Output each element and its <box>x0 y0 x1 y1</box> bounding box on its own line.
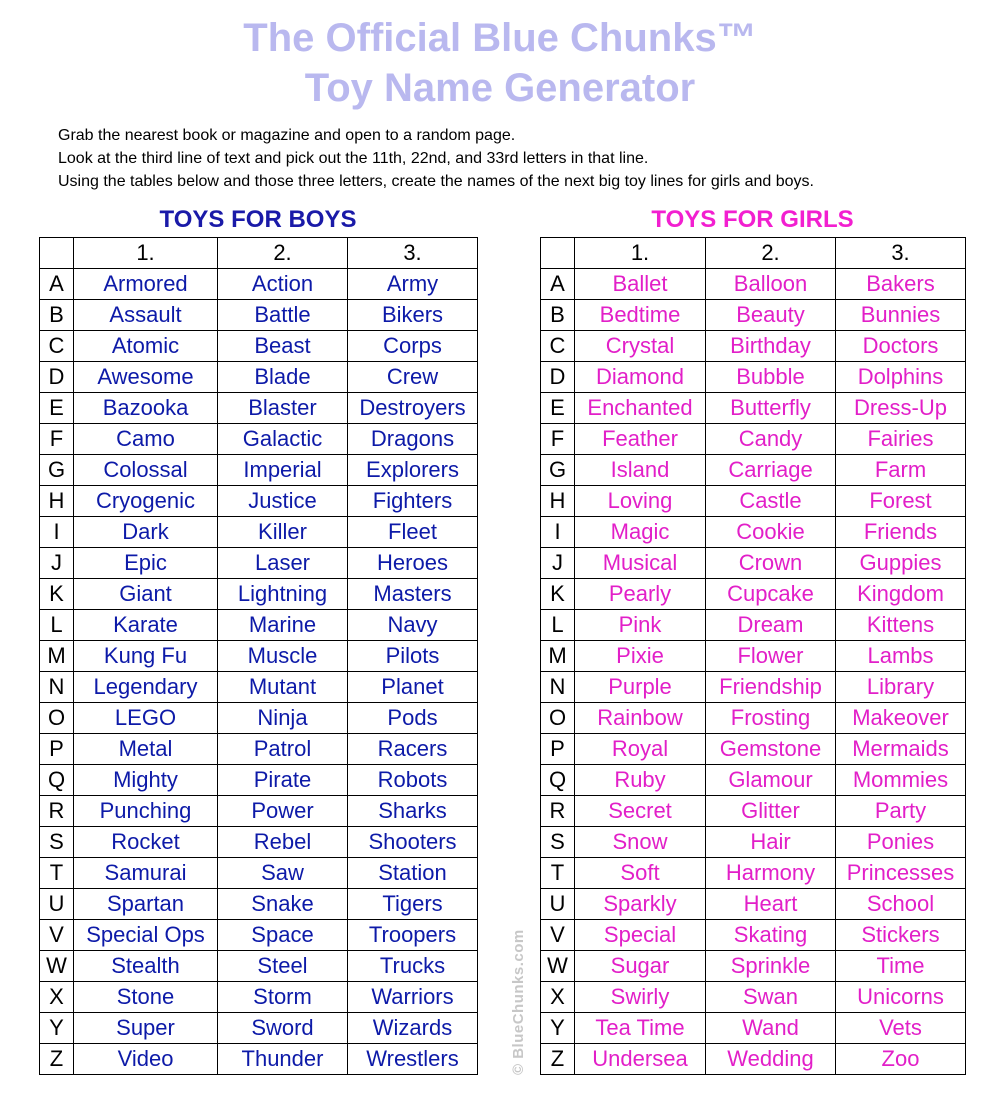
girls-word-col2: Glamour <box>706 765 836 796</box>
boys-word-col1: Cryogenic <box>74 486 218 517</box>
row-letter: A <box>40 269 74 300</box>
girls-word-col3: Dolphins <box>836 362 966 393</box>
boys-word-col3: Masters <box>348 579 478 610</box>
row-letter: K <box>541 579 575 610</box>
girls-row <box>541 827 966 858</box>
boys-row <box>40 331 478 362</box>
instruction-2: Look at the third line of text and pick out the 11th, 22nd, and 33rd letters in that line. <box>58 150 649 167</box>
girls-row <box>541 362 966 393</box>
boys-row <box>40 672 478 703</box>
boys-word-col1: Video <box>74 1044 218 1075</box>
girls-word-col3: Party <box>836 796 966 827</box>
girls-row <box>541 548 966 579</box>
boys-word-col2: Beast <box>218 331 348 362</box>
boys-word-col3: Destroyers <box>348 393 478 424</box>
boys-word-col3: Wizards <box>348 1013 478 1044</box>
boys-word-col3: Fleet <box>348 517 478 548</box>
row-letter: X <box>40 982 74 1013</box>
boys-word-col1: Bazooka <box>74 393 218 424</box>
girls-word-col3: Vets <box>836 1013 966 1044</box>
girls-word-col2: Beauty <box>706 300 836 331</box>
boys-word-col3: Planet <box>348 672 478 703</box>
boys-row <box>40 1044 478 1075</box>
boys-word-col2: Laser <box>218 548 348 579</box>
row-letter: B <box>40 300 74 331</box>
boys-row <box>40 393 478 424</box>
boys-word-col3: Fighters <box>348 486 478 517</box>
column-header: 3. <box>836 238 966 269</box>
boys-word-col3: Dragons <box>348 424 478 455</box>
boys-word-col2: Justice <box>218 486 348 517</box>
girls-word-col3: Friends <box>836 517 966 548</box>
column-header: 3. <box>348 238 478 269</box>
row-letter: V <box>541 920 575 951</box>
boys-word-col2: Blade <box>218 362 348 393</box>
girls-word-col3: Library <box>836 672 966 703</box>
girls-word-col3: Time <box>836 951 966 982</box>
girls-word-col3: Lambs <box>836 641 966 672</box>
girls-word-col3: Makeover <box>836 703 966 734</box>
girls-word-col1: Sugar <box>575 951 706 982</box>
row-letter: U <box>541 889 575 920</box>
girls-word-col2: Crown <box>706 548 836 579</box>
boys-word-col2: Galactic <box>218 424 348 455</box>
row-letter: J <box>40 548 74 579</box>
boys-word-col1: Karate <box>74 610 218 641</box>
boys-word-col2: Power <box>218 796 348 827</box>
row-letter: Q <box>40 765 74 796</box>
girls-word-col3: Kittens <box>836 610 966 641</box>
girls-word-col1: Pink <box>575 610 706 641</box>
girls-row <box>541 889 966 920</box>
row-letter: N <box>40 672 74 703</box>
girls-word-col1: Sparkly <box>575 889 706 920</box>
girls-word-col1: Pixie <box>575 641 706 672</box>
girls-row <box>541 579 966 610</box>
girls-row <box>541 951 966 982</box>
girls-word-col1: Feather <box>575 424 706 455</box>
girls-word-col1: Ruby <box>575 765 706 796</box>
boys-row <box>40 517 478 548</box>
girls-row <box>541 1044 966 1075</box>
girls-word-col1: Undersea <box>575 1044 706 1075</box>
girls-row <box>541 610 966 641</box>
boys-word-col3: Wrestlers <box>348 1044 478 1075</box>
row-letter: M <box>40 641 74 672</box>
row-letter: D <box>541 362 575 393</box>
girls-word-col1: Rainbow <box>575 703 706 734</box>
girls-word-col2: Birthday <box>706 331 836 362</box>
girls-word-col1: Loving <box>575 486 706 517</box>
girls-word-col2: Bubble <box>706 362 836 393</box>
girls-word-col3: Princesses <box>836 858 966 889</box>
boys-word-col1: Epic <box>74 548 218 579</box>
boys-row <box>40 951 478 982</box>
row-letter: F <box>40 424 74 455</box>
boys-row <box>40 1013 478 1044</box>
boys-row <box>40 300 478 331</box>
girls-row <box>541 455 966 486</box>
girls-word-col2: Dream <box>706 610 836 641</box>
girls-row <box>541 765 966 796</box>
boys-word-col2: Storm <box>218 982 348 1013</box>
boys-header-row <box>40 238 478 269</box>
girls-row <box>541 920 966 951</box>
row-letter: Z <box>541 1044 575 1075</box>
boys-word-col1: Dark <box>74 517 218 548</box>
row-letter: R <box>40 796 74 827</box>
boys-table <box>39 237 478 1075</box>
girls-word-col2: Castle <box>706 486 836 517</box>
girls-word-col2: Wedding <box>706 1044 836 1075</box>
girls-heading: TOYS FOR GIRLS <box>651 206 854 233</box>
boys-row <box>40 579 478 610</box>
girls-word-col3: Forest <box>836 486 966 517</box>
girls-word-col2: Flower <box>706 641 836 672</box>
girls-word-col1: Musical <box>575 548 706 579</box>
girls-word-col3: Zoo <box>836 1044 966 1075</box>
boys-word-col3: Crew <box>348 362 478 393</box>
column-header: 1. <box>74 238 218 269</box>
boys-word-col3: Pilots <box>348 641 478 672</box>
girls-row <box>541 703 966 734</box>
girls-row <box>541 517 966 548</box>
row-letter: T <box>541 858 575 889</box>
boys-word-col1: Legendary <box>74 672 218 703</box>
row-letter: L <box>40 610 74 641</box>
girls-word-col1: Island <box>575 455 706 486</box>
girls-word-col1: Enchanted <box>575 393 706 424</box>
row-letter: C <box>40 331 74 362</box>
row-letter: P <box>40 734 74 765</box>
boys-word-col1: Armored <box>74 269 218 300</box>
boys-row <box>40 982 478 1013</box>
row-letter: O <box>40 703 74 734</box>
boys-word-col2: Snake <box>218 889 348 920</box>
girls-word-col1: Diamond <box>575 362 706 393</box>
girls-word-col1: Pearly <box>575 579 706 610</box>
corner-cell <box>541 238 575 269</box>
row-letter: O <box>541 703 575 734</box>
boys-row <box>40 920 478 951</box>
boys-word-col3: Explorers <box>348 455 478 486</box>
boys-row <box>40 827 478 858</box>
boys-word-col1: Assault <box>74 300 218 331</box>
girls-word-col3: Bakers <box>836 269 966 300</box>
girls-word-col2: Glitter <box>706 796 836 827</box>
row-letter: Z <box>40 1044 74 1075</box>
girls-word-col2: Candy <box>706 424 836 455</box>
boys-word-col1: Kung Fu <box>74 641 218 672</box>
girls-word-col1: Snow <box>575 827 706 858</box>
girls-word-col1: Tea Time <box>575 1013 706 1044</box>
boys-row <box>40 641 478 672</box>
girls-row <box>541 300 966 331</box>
page-title-line2: Toy Name Generator <box>304 66 696 110</box>
boys-row <box>40 455 478 486</box>
boys-word-col3: Army <box>348 269 478 300</box>
row-letter: Y <box>40 1013 74 1044</box>
girls-row <box>541 1013 966 1044</box>
instruction-1: Grab the nearest book or magazine and open to a random page. <box>58 127 516 144</box>
row-letter: H <box>541 486 575 517</box>
boys-word-col1: Giant <box>74 579 218 610</box>
boys-word-col1: Stone <box>74 982 218 1013</box>
boys-word-col2: Lightning <box>218 579 348 610</box>
girls-word-col1: Bedtime <box>575 300 706 331</box>
girls-word-col3: Unicorns <box>836 982 966 1013</box>
girls-row <box>541 796 966 827</box>
boys-word-col2: Thunder <box>218 1044 348 1075</box>
boys-word-col2: Killer <box>218 517 348 548</box>
row-letter: P <box>541 734 575 765</box>
boys-word-col2: Muscle <box>218 641 348 672</box>
girls-word-col2: Balloon <box>706 269 836 300</box>
girls-word-col2: Heart <box>706 889 836 920</box>
row-letter: T <box>40 858 74 889</box>
girls-row <box>541 331 966 362</box>
girls-word-col2: Skating <box>706 920 836 951</box>
boys-word-col3: Pods <box>348 703 478 734</box>
girls-word-col3: School <box>836 889 966 920</box>
row-letter: J <box>541 548 575 579</box>
row-letter: U <box>40 889 74 920</box>
boys-word-col1: Mighty <box>74 765 218 796</box>
row-letter: E <box>541 393 575 424</box>
girls-word-col2: Sprinkle <box>706 951 836 982</box>
boys-word-col1: Colossal <box>74 455 218 486</box>
watermark: © BlueChunks.com <box>510 929 527 1075</box>
girls-word-col3: Mermaids <box>836 734 966 765</box>
girls-word-col3: Mommies <box>836 765 966 796</box>
row-letter: K <box>40 579 74 610</box>
girls-word-col1: Royal <box>575 734 706 765</box>
girls-word-col1: Ballet <box>575 269 706 300</box>
boys-word-col1: Samurai <box>74 858 218 889</box>
boys-word-col2: Rebel <box>218 827 348 858</box>
boys-word-col2: Mutant <box>218 672 348 703</box>
girls-word-col3: Bunnies <box>836 300 966 331</box>
girls-row <box>541 424 966 455</box>
boys-word-col2: Saw <box>218 858 348 889</box>
girls-row <box>541 734 966 765</box>
column-header: 1. <box>575 238 706 269</box>
boys-word-col2: Marine <box>218 610 348 641</box>
row-letter: I <box>541 517 575 548</box>
column-header: 2. <box>218 238 348 269</box>
row-letter: B <box>541 300 575 331</box>
row-letter: E <box>40 393 74 424</box>
boys-word-col1: Awesome <box>74 362 218 393</box>
girls-word-col2: Harmony <box>706 858 836 889</box>
row-letter: F <box>541 424 575 455</box>
girls-word-col2: Butterfly <box>706 393 836 424</box>
boys-word-col3: Trucks <box>348 951 478 982</box>
girls-word-col3: Stickers <box>836 920 966 951</box>
boys-word-col2: Patrol <box>218 734 348 765</box>
girls-row <box>541 269 966 300</box>
boys-heading: TOYS FOR BOYS <box>159 206 357 233</box>
boys-word-col3: Sharks <box>348 796 478 827</box>
boys-row <box>40 765 478 796</box>
row-letter: M <box>541 641 575 672</box>
row-letter: D <box>40 362 74 393</box>
girls-word-col1: Crystal <box>575 331 706 362</box>
girls-word-col2: Cookie <box>706 517 836 548</box>
boys-word-col1: Metal <box>74 734 218 765</box>
row-letter: R <box>541 796 575 827</box>
boys-word-col3: Shooters <box>348 827 478 858</box>
boys-word-col3: Tigers <box>348 889 478 920</box>
girls-word-col2: Gemstone <box>706 734 836 765</box>
row-letter: N <box>541 672 575 703</box>
boys-word-col3: Heroes <box>348 548 478 579</box>
girls-row <box>541 672 966 703</box>
girls-word-col2: Swan <box>706 982 836 1013</box>
boys-word-col3: Troopers <box>348 920 478 951</box>
row-letter: H <box>40 486 74 517</box>
boys-word-col2: Pirate <box>218 765 348 796</box>
girls-word-col1: Soft <box>575 858 706 889</box>
boys-word-col1: Special Ops <box>74 920 218 951</box>
boys-row <box>40 548 478 579</box>
corner-cell <box>40 238 74 269</box>
boys-word-col3: Robots <box>348 765 478 796</box>
girls-row <box>541 982 966 1013</box>
boys-word-col2: Action <box>218 269 348 300</box>
boys-word-col1: Rocket <box>74 827 218 858</box>
girls-word-col1: Swirly <box>575 982 706 1013</box>
boys-word-col2: Space <box>218 920 348 951</box>
row-letter: A <box>541 269 575 300</box>
girls-word-col1: Magic <box>575 517 706 548</box>
boys-row <box>40 424 478 455</box>
row-letter: Q <box>541 765 575 796</box>
row-letter: S <box>541 827 575 858</box>
boys-row <box>40 796 478 827</box>
boys-word-col2: Steel <box>218 951 348 982</box>
girls-word-col1: Purple <box>575 672 706 703</box>
girls-row <box>541 858 966 889</box>
row-letter: X <box>541 982 575 1013</box>
boys-word-col1: Super <box>74 1013 218 1044</box>
page-title-line1: The Official Blue Chunks™ <box>243 16 757 60</box>
girls-word-col2: Wand <box>706 1013 836 1044</box>
boys-row <box>40 610 478 641</box>
girls-word-col3: Ponies <box>836 827 966 858</box>
row-letter: W <box>541 951 575 982</box>
boys-row <box>40 703 478 734</box>
boys-word-col3: Warriors <box>348 982 478 1013</box>
row-letter: G <box>541 455 575 486</box>
girls-header-row <box>541 238 966 269</box>
boys-row <box>40 486 478 517</box>
boys-word-col1: Camo <box>74 424 218 455</box>
girls-word-col2: Frosting <box>706 703 836 734</box>
boys-word-col3: Corps <box>348 331 478 362</box>
boys-word-col1: Atomic <box>74 331 218 362</box>
boys-word-col1: Stealth <box>74 951 218 982</box>
girls-word-col2: Hair <box>706 827 836 858</box>
row-letter: C <box>541 331 575 362</box>
row-letter: L <box>541 610 575 641</box>
girls-table <box>540 237 966 1075</box>
girls-row <box>541 641 966 672</box>
girls-word-col3: Farm <box>836 455 966 486</box>
boys-word-col1: LEGO <box>74 703 218 734</box>
girls-word-col3: Guppies <box>836 548 966 579</box>
boys-word-col3: Station <box>348 858 478 889</box>
row-letter: Y <box>541 1013 575 1044</box>
girls-word-col2: Cupcake <box>706 579 836 610</box>
girls-word-col3: Fairies <box>836 424 966 455</box>
girls-word-col1: Special <box>575 920 706 951</box>
boys-word-col1: Punching <box>74 796 218 827</box>
boys-word-col2: Ninja <box>218 703 348 734</box>
instruction-3: Using the tables below and those three letters, create the names of the next big toy lines for girls and boys. <box>58 173 814 190</box>
boys-row <box>40 858 478 889</box>
boys-word-col2: Blaster <box>218 393 348 424</box>
girls-word-col3: Kingdom <box>836 579 966 610</box>
girls-word-col3: Doctors <box>836 331 966 362</box>
girls-row <box>541 486 966 517</box>
row-letter: W <box>40 951 74 982</box>
girls-word-col1: Secret <box>575 796 706 827</box>
boys-row <box>40 734 478 765</box>
row-letter: G <box>40 455 74 486</box>
boys-word-col3: Navy <box>348 610 478 641</box>
boys-word-col2: Imperial <box>218 455 348 486</box>
girls-word-col3: Dress-Up <box>836 393 966 424</box>
row-letter: S <box>40 827 74 858</box>
boys-word-col2: Sword <box>218 1013 348 1044</box>
boys-word-col2: Battle <box>218 300 348 331</box>
boys-row <box>40 269 478 300</box>
row-letter: V <box>40 920 74 951</box>
boys-word-col3: Racers <box>348 734 478 765</box>
boys-word-col1: Spartan <box>74 889 218 920</box>
girls-row <box>541 393 966 424</box>
girls-word-col2: Carriage <box>706 455 836 486</box>
girls-word-col2: Friendship <box>706 672 836 703</box>
boys-word-col3: Bikers <box>348 300 478 331</box>
row-letter: I <box>40 517 74 548</box>
column-header: 2. <box>706 238 836 269</box>
boys-row <box>40 889 478 920</box>
boys-row <box>40 362 478 393</box>
